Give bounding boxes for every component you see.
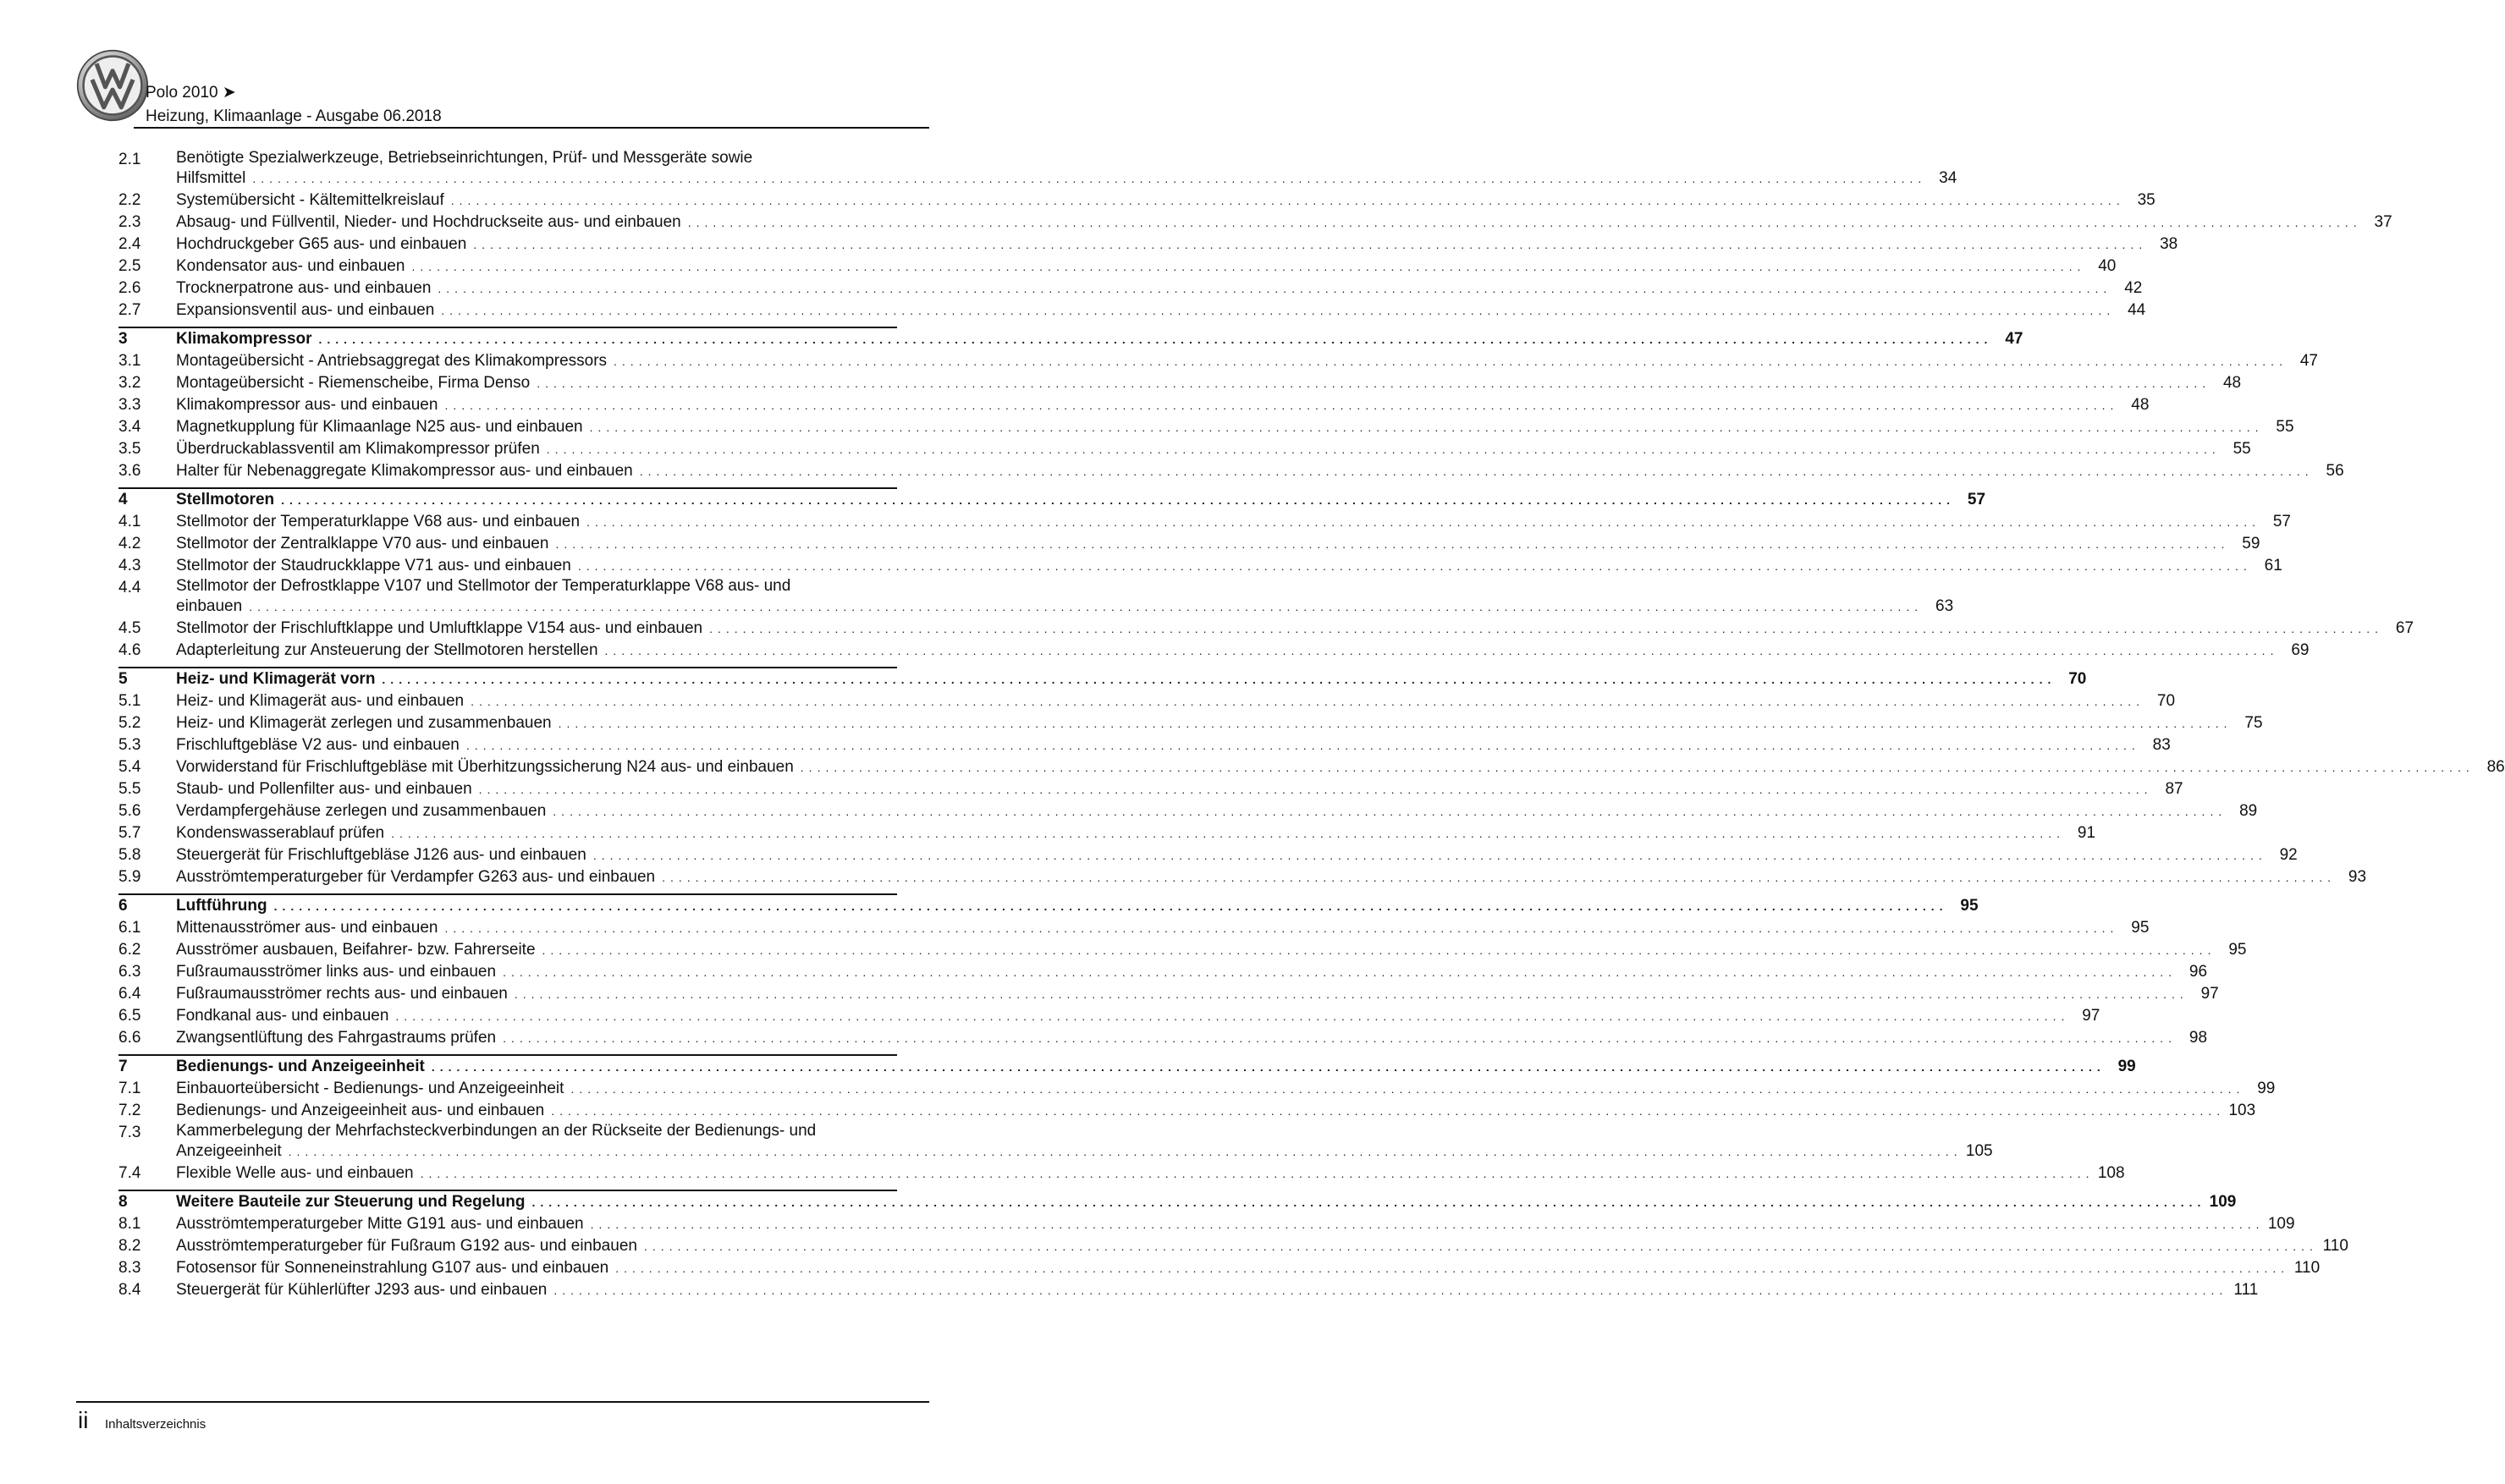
toc-leader-dots: ........................................................................................................................................................................................................	[444, 921, 2119, 935]
toc-entry[interactable]	[118, 438, 2251, 460]
toc-entry[interactable]	[118, 1257, 2321, 1279]
toc-leader-dots: ........................................................................................................................................................................................................	[590, 1217, 2265, 1231]
toc-entry-number: 5.2	[118, 714, 141, 732]
toc-entry-title: Trocknerpatrone aus- und einbauen	[176, 279, 432, 297]
toc-leader-dots: ........................................................................................................................................................................................................	[577, 559, 2252, 573]
toc-chapter-entry[interactable]	[118, 1054, 2136, 1078]
toc-entry-title: Systemübersicht - Kältemittelkreislauf	[176, 191, 444, 209]
toc-leader-dots: ........................................................................................................................................................................................................	[687, 216, 2362, 229]
toc-entry[interactable]	[118, 212, 2392, 234]
toc-entry[interactable]	[118, 350, 2318, 372]
toc-entry-title-line: Benötigte Spezialwerkzeuge, Betriebseinrichtungen, Prüf- und Messgeräte sowie	[176, 149, 753, 167]
header-model: Polo 2010 ➤	[146, 84, 236, 102]
toc-entry-number: 5.6	[118, 802, 141, 820]
toc-entry-page: 89	[2239, 802, 2258, 820]
toc-entry-title: Fußraumausströmer links aus- und einbauen	[176, 963, 497, 981]
toc-entry-page: 95	[2131, 919, 2150, 937]
toc-leader-dots: ........................................................................................................................................................................................................	[551, 1104, 2226, 1118]
toc-entry[interactable]	[118, 866, 2367, 888]
toc-entry-number: 2.2	[118, 191, 141, 209]
toc-entry-number: 3.5	[118, 440, 141, 458]
toc-entry-number: 3	[118, 330, 128, 348]
toc-leader-dots: ........................................................................................................................................................................................................	[438, 282, 2112, 295]
toc-entry-number: 2.5	[118, 257, 141, 275]
toc-entry-title: Heiz- und Klimagerät vorn	[176, 670, 376, 688]
toc-entry[interactable]	[118, 577, 1954, 618]
toc-entry[interactable]	[118, 778, 2183, 800]
toc-entry[interactable]	[118, 1213, 2295, 1235]
toc-leader-dots: ........................................................................................................................................................................................................	[318, 333, 1993, 346]
toc-entry-number: 2.4	[118, 235, 141, 253]
toc-entry[interactable]	[118, 917, 2150, 939]
toc-leader-dots: ........................................................................................................................................................................................................	[662, 871, 2337, 884]
toc-entry-page: 96	[2188, 963, 2208, 981]
toc-entry-title: Kondenswasserablauf prüfen	[176, 824, 385, 842]
toc-leader-dots: ........................................................................................................................................................................................................	[252, 172, 1927, 185]
toc-leader-dots: ........................................................................................................................................................................................................	[589, 420, 2264, 434]
toc-entry[interactable]	[118, 278, 2143, 300]
toc-entry-number: 6.4	[118, 985, 141, 1003]
toc-entry-number: 4.4	[118, 579, 141, 596]
toc-entry-title: Hilfsmittel	[176, 169, 246, 187]
toc-entry[interactable]	[118, 640, 2310, 662]
toc-entry-page: 111	[2233, 1281, 2259, 1299]
toc-entry[interactable]	[118, 690, 2176, 712]
toc-entry-number: 5	[118, 670, 128, 688]
toc-entry-title: Mittenausströmer aus- und einbauen	[176, 919, 438, 937]
toc-chapter-entry[interactable]	[118, 1190, 2237, 1213]
toc-leader-dots: ........................................................................................................................................................................................................	[542, 943, 2216, 957]
toc-entry-number: 6	[118, 897, 128, 915]
toc-entry-page: 47	[2005, 330, 2023, 348]
vw-logo-icon	[76, 49, 149, 122]
toc-entry-page: 91	[2077, 824, 2096, 842]
toc-entry[interactable]	[118, 983, 2219, 1005]
toc-entry-number: 6.2	[118, 941, 141, 959]
toc-entry[interactable]	[118, 1078, 2276, 1100]
toc-chapter-entry[interactable]	[118, 487, 1986, 511]
toc-entry-title: Luftführung	[176, 897, 267, 915]
toc-entry-title: Halter für Nebenaggregate Klimakompressor aus- und einbauen	[176, 462, 633, 480]
toc-leader-dots: ........................................................................................................................................................................................................	[553, 1283, 2228, 1297]
toc-entry-page: 95	[1960, 897, 1979, 915]
toc-entry-number: 6.1	[118, 919, 141, 937]
toc-leader-dots: ........................................................................................................................................................................................................	[558, 717, 2232, 730]
toc-entry-title: Steuergerät für Kühlerlüfter J293 aus- und einbauen	[176, 1281, 548, 1299]
toc-entry-title: Stellmotor der Zentralklappe V70 aus- und einbauen	[176, 535, 549, 552]
toc-entry-page: 70	[2156, 692, 2176, 710]
toc-entry[interactable]	[118, 256, 2117, 278]
toc-entry-page: 42	[2124, 279, 2143, 297]
toc-chapter-entry[interactable]	[118, 893, 1979, 917]
toc-leader-dots: ........................................................................................................................................................................................................	[281, 493, 1956, 507]
toc-entry[interactable]	[118, 416, 2294, 438]
toc-entry[interactable]	[118, 800, 2258, 822]
toc-entry-number: 7.2	[118, 1102, 141, 1119]
toc-entry-page: 110	[2293, 1259, 2321, 1277]
toc-leader-dots: ........................................................................................................................................................................................................	[450, 194, 2125, 207]
toc-entry-title: Ausströmer ausbauen, Beifahrer- bzw. Fahrerseite	[176, 941, 536, 959]
toc-entry[interactable]	[118, 939, 2247, 961]
toc-entry-number: 3.2	[118, 374, 141, 392]
toc-entry-number: 6.5	[118, 1007, 141, 1025]
toc-entry-page: 103	[2228, 1102, 2256, 1119]
toc-entry-page: 109	[2209, 1193, 2237, 1211]
toc-entry-page: 69	[2291, 641, 2310, 659]
toc-leader-dots: ........................................................................................................................................................................................................	[420, 1167, 2095, 1180]
toc-leader-dots: ........................................................................................................................................................................................................	[615, 1261, 2290, 1275]
toc-entry-title: Expansionsventil aus- und einbauen	[176, 301, 435, 319]
toc-entry-title: Fotosensor für Sonneneinstrahlung G107 aus- und einbauen	[176, 1259, 609, 1277]
toc-leader-dots: ........................................................................................................................................................................................................	[643, 1239, 2318, 1253]
toc-entry-number: 5.4	[118, 758, 141, 776]
toc-entry-page: 109	[2267, 1215, 2295, 1233]
toc-leader-dots: ........................................................................................................................................................................................................	[531, 1195, 2206, 1209]
toc-entry-number: 5.5	[118, 780, 141, 798]
toc-leader-dots: ........................................................................................................................................................................................................	[553, 805, 2227, 818]
toc-entry-title: Vorwiderstand für Frischluftgebläse mit Überhitzungssicherung N24 aus- und einbauen	[176, 758, 794, 776]
toc-entry-page: 55	[2276, 418, 2294, 436]
toc-entry-title: Fondkanal aus- und einbauen	[176, 1007, 389, 1025]
toc-entry-number: 5.8	[118, 846, 141, 864]
toc-leader-dots: ........................................................................................................................................................................................................	[503, 1031, 2177, 1045]
toc-entry-title: Stellmotor der Frischluftklappe und Umluftklappe V154 aus- und einbauen	[176, 619, 703, 637]
toc-entry-page: 55	[2232, 440, 2251, 458]
toc-entry[interactable]	[118, 300, 2146, 322]
toc-entry[interactable]	[118, 1027, 2208, 1049]
toc-entry-page: 67	[2395, 619, 2414, 637]
toc-entry-page: 92	[2279, 846, 2298, 864]
toc-entry-title: Adapterleitung zur Ansteuerung der Stellmotoren herstellen	[176, 641, 598, 659]
toc-entry-page: 37	[2374, 213, 2392, 231]
toc-entry-title: einbauen	[176, 597, 243, 615]
toc-entry-page: 105	[1965, 1142, 1993, 1160]
toc-entry-title: Anzeigeeinheit	[176, 1142, 282, 1160]
toc-entry-number: 3.6	[118, 462, 141, 480]
toc-leader-dots: ........................................................................................................................................................................................................	[709, 622, 2384, 635]
toc-entry-title: Staub- und Pollenfilter aus- und einbauen	[176, 780, 472, 798]
toc-entry-number: 2.7	[118, 301, 141, 319]
toc-entry-title: Heiz- und Klimagerät aus- und einbauen	[176, 692, 465, 710]
toc-entry[interactable]	[118, 1005, 2100, 1027]
toc-entry-title: Fußraumausströmer rechts aus- und einbauen	[176, 985, 508, 1003]
toc-entry-title: Bedienungs- und Anzeigeeinheit aus- und einbauen	[176, 1102, 545, 1119]
toc-entry-number: 7.3	[118, 1124, 141, 1141]
toc-entry-page: 63	[1935, 597, 1954, 615]
toc-entry-title: Stellmotor der Staudruckklappe V71 aus- und einbauen	[176, 557, 571, 574]
toc-leader-dots: ........................................................................................................................................................................................................	[441, 304, 2116, 317]
toc-entry[interactable]	[118, 149, 1957, 190]
toc-entry-number: 4.5	[118, 619, 141, 637]
toc-leader-dots: ........................................................................................................................................................................................................	[614, 355, 2288, 368]
toc-leader-dots: ........................................................................................................................................................................................................	[249, 600, 1924, 613]
toc-entry-title: Bedienungs- und Anzeigeeinheit	[176, 1058, 425, 1075]
toc-entry-page: 75	[2244, 714, 2263, 732]
toc-entry-page: 95	[2228, 941, 2247, 959]
toc-entry-page: 61	[2264, 557, 2282, 574]
toc-leader-dots: ........................................................................................................................................................................................................	[586, 515, 2260, 529]
toc-entry[interactable]	[118, 1162, 2125, 1184]
toc-entry-page: 97	[2082, 1007, 2100, 1025]
toc-entry[interactable]	[118, 1279, 2259, 1301]
toc-leader-dots: ........................................................................................................................................................................................................	[570, 1082, 2245, 1096]
toc-entry[interactable]	[118, 961, 2208, 983]
toc-entry-number: 4.1	[118, 513, 141, 530]
toc-entry-title: Klimakompressor	[176, 330, 312, 348]
toc-entry-number: 7	[118, 1058, 128, 1075]
toc-entry-page: 86	[2486, 758, 2505, 776]
toc-entry-title: Ausströmtemperaturgeber für Fußraum G192 aus- und einbauen	[176, 1237, 637, 1255]
toc-entry[interactable]	[118, 234, 2178, 256]
toc-entry-page: 56	[2326, 462, 2344, 480]
toc-entry-title: Heiz- und Klimagerät zerlegen und zusammenbauen	[176, 714, 552, 732]
toc-entry-number: 5.9	[118, 868, 141, 886]
toc-leader-dots: ........................................................................................................................................................................................................	[478, 783, 2153, 796]
toc-leader-dots: ........................................................................................................................................................................................................	[471, 695, 2145, 708]
toc-entry[interactable]	[118, 618, 2414, 640]
toc-entry-title: Absaug- und Füllventil, Nieder- und Hochdruckseite aus- und einbauen	[176, 213, 681, 231]
toc-entry-number: 8.4	[118, 1281, 141, 1299]
toc-leader-dots: ........................................................................................................................................................................................................	[288, 1145, 1963, 1158]
toc-entry[interactable]	[118, 844, 2298, 866]
toc-leader-dots: ........................................................................................................................................................................................................	[382, 673, 2056, 686]
toc-entry-page: 48	[2131, 396, 2150, 414]
toc-entry-title: Frischluftgebläse V2 aus- und einbauen	[176, 736, 460, 754]
toc-entry[interactable]	[118, 190, 2155, 212]
toc-entry-page: 87	[2165, 780, 2183, 798]
toc-entry-title: Steuergerät für Frischluftgebläse J126 aus- und einbauen	[176, 846, 586, 864]
toc-entry[interactable]	[118, 511, 2291, 533]
toc-entry-title: Überdruckablassventil am Klimakompressor prüfen	[176, 440, 540, 458]
footer-page-number: ii	[78, 1407, 89, 1433]
toc-entry-number: 8.3	[118, 1259, 141, 1277]
footer-rule	[76, 1401, 929, 1403]
toc-entry-page: 38	[2160, 235, 2178, 253]
toc-leader-dots: ........................................................................................................................................................................................................	[411, 260, 2086, 273]
toc-entry[interactable]	[118, 756, 2505, 778]
header-rule	[134, 127, 929, 129]
toc-entry[interactable]	[118, 712, 2263, 734]
toc-entry[interactable]	[118, 734, 2171, 756]
toc-entry[interactable]	[118, 1122, 1993, 1162]
toc-entry-number: 7.4	[118, 1164, 141, 1182]
toc-entry[interactable]	[118, 1100, 2256, 1122]
toc-entry-number: 8	[118, 1193, 128, 1211]
toc-entry-number: 4.3	[118, 557, 141, 574]
toc-entry-title: Hochdruckgeber G65 aus- und einbauen	[176, 235, 467, 253]
toc-entry-title: Kondensator aus- und einbauen	[176, 257, 405, 275]
toc-chapter-entry[interactable]	[118, 667, 2087, 690]
toc-entry-title: Einbauorteübersicht - Bedienungs- und Anzeigeeinheit	[176, 1080, 564, 1097]
toc-entry-title: Montageübersicht - Antriebsaggregat des Klimakompressors	[176, 352, 608, 370]
toc-entry-page: 59	[2242, 535, 2260, 552]
toc-leader-dots: ........................................................................................................................................................................................................	[604, 644, 2279, 657]
toc-entry-page: 40	[2098, 257, 2117, 275]
toc-entry-title: Magnetkupplung für Klimaanlage N25 aus- und einbauen	[176, 418, 583, 436]
toc-entry-page: 70	[2068, 670, 2087, 688]
toc-leader-dots: ........................................................................................................................................................................................................	[391, 827, 2066, 840]
toc-entry-page: 97	[2200, 985, 2219, 1003]
toc-entry-page: 57	[1967, 491, 1986, 508]
toc-leader-dots: ........................................................................................................................................................................................................	[431, 1060, 2106, 1074]
toc-entry-page: 57	[2272, 513, 2291, 530]
toc-entry-page: 34	[1939, 169, 1957, 187]
toc-entry[interactable]	[118, 555, 2282, 577]
toc-leader-dots: ........................................................................................................................................................................................................	[503, 965, 2177, 979]
toc-entry-number: 3.4	[118, 418, 141, 436]
toc-entry-title: Stellmotor der Temperaturklappe V68 aus- und einbauen	[176, 513, 581, 530]
toc-entry-page: 99	[2117, 1058, 2136, 1075]
toc-entry-page: 83	[2152, 736, 2171, 754]
toc-entry-page: 99	[2257, 1080, 2276, 1097]
toc-entry-number: 6.6	[118, 1029, 141, 1047]
toc-entry-page: 93	[2348, 868, 2367, 886]
table-of-contents	[118, 149, 2505, 1301]
toc-entry-title: Weitere Bauteile zur Steuerung und Regelung	[176, 1193, 526, 1211]
toc-leader-dots: ........................................................................................................................................................................................................	[473, 238, 2148, 251]
toc-entry-title: Klimakompressor aus- und einbauen	[176, 396, 438, 414]
toc-leader-dots: ........................................................................................................................................................................................................	[639, 464, 2314, 478]
toc-leader-dots: ........................................................................................................................................................................................................	[800, 761, 2475, 774]
toc-entry-title: Verdampfergehäuse zerlegen und zusammenbauen	[176, 802, 547, 820]
toc-entry-page: 35	[2137, 191, 2155, 209]
toc-chapter-entry[interactable]	[118, 327, 2023, 350]
toc-leader-dots: ........................................................................................................................................................................................................	[592, 849, 2267, 862]
toc-entry-number: 8.2	[118, 1237, 141, 1255]
toc-leader-dots: ........................................................................................................................................................................................................	[465, 739, 2140, 752]
toc-entry-title: Ausströmtemperaturgeber Mitte G191 aus- und einbauen	[176, 1215, 584, 1233]
toc-entry[interactable]	[118, 533, 2260, 555]
toc-leader-dots: ........................................................................................................................................................................................................	[537, 376, 2211, 390]
toc-entry-title: Ausströmtemperaturgeber für Verdampfer G263 aus- und einbauen	[176, 868, 656, 886]
toc-entry[interactable]	[118, 394, 2150, 416]
toc-entry-page: 44	[2128, 301, 2146, 319]
toc-entry-number: 3.3	[118, 396, 141, 414]
toc-leader-dots: ........................................................................................................................................................................................................	[444, 398, 2119, 412]
toc-entry-number: 4.6	[118, 641, 141, 659]
toc-entry-number: 5.7	[118, 824, 141, 842]
toc-entry-number: 2.1	[118, 151, 141, 168]
toc-entry-title-line: Kammerbelegung der Mehrfachsteckverbindungen an der Rückseite der Bedienungs- und	[176, 1122, 817, 1140]
toc-entry[interactable]	[118, 460, 2344, 482]
toc-entry-number: 7.1	[118, 1080, 141, 1097]
toc-leader-dots: ........................................................................................................................................................................................................	[514, 987, 2188, 1001]
toc-leader-dots: ........................................................................................................................................................................................................	[395, 1009, 2070, 1023]
toc-leader-dots: ........................................................................................................................................................................................................	[555, 537, 2230, 551]
toc-entry-title: Flexible Welle aus- und einbauen	[176, 1164, 414, 1182]
toc-entry-title: Montageübersicht - Riemenscheibe, Firma Denso	[176, 374, 531, 392]
toc-entry-number: 4.2	[118, 535, 141, 552]
toc-entry-number: 5.3	[118, 736, 141, 754]
toc-entry-number: 2.6	[118, 279, 141, 297]
toc-entry[interactable]	[118, 372, 2242, 394]
toc-entry-page: 48	[2222, 374, 2242, 392]
toc-entry-page: 110	[2322, 1237, 2348, 1255]
toc-entry-number: 5.1	[118, 692, 141, 710]
toc-entry-page: 98	[2188, 1029, 2208, 1047]
toc-entry-title-line: Stellmotor der Defrostklappe V107 und Stellmotor der Temperaturklappe V68 aus- und	[176, 577, 791, 595]
toc-leader-dots: ........................................................................................................................................................................................................	[273, 899, 1948, 913]
footer-section-title: Inhaltsverzeichnis	[105, 1417, 206, 1432]
toc-entry-title: Stellmotoren	[176, 491, 275, 508]
toc-leader-dots: ........................................................................................................................................................................................................	[546, 442, 2221, 456]
toc-entry-number: 8.1	[118, 1215, 141, 1233]
toc-entry[interactable]	[118, 1235, 2348, 1257]
toc-entry-number: 6.3	[118, 963, 141, 981]
toc-entry-number: 2.3	[118, 213, 141, 231]
toc-entry[interactable]	[118, 822, 2096, 844]
toc-entry-title: Zwangsentlüftung des Fahrgastraums prüfen	[176, 1029, 497, 1047]
header-subtitle: Heizung, Klimaanlage - Ausgabe 06.2018	[146, 107, 442, 125]
toc-entry-page: 108	[2097, 1164, 2125, 1182]
toc-entry-page: 47	[2299, 352, 2318, 370]
toc-entry-number: 3.1	[118, 352, 141, 370]
toc-entry-number: 4	[118, 491, 128, 508]
